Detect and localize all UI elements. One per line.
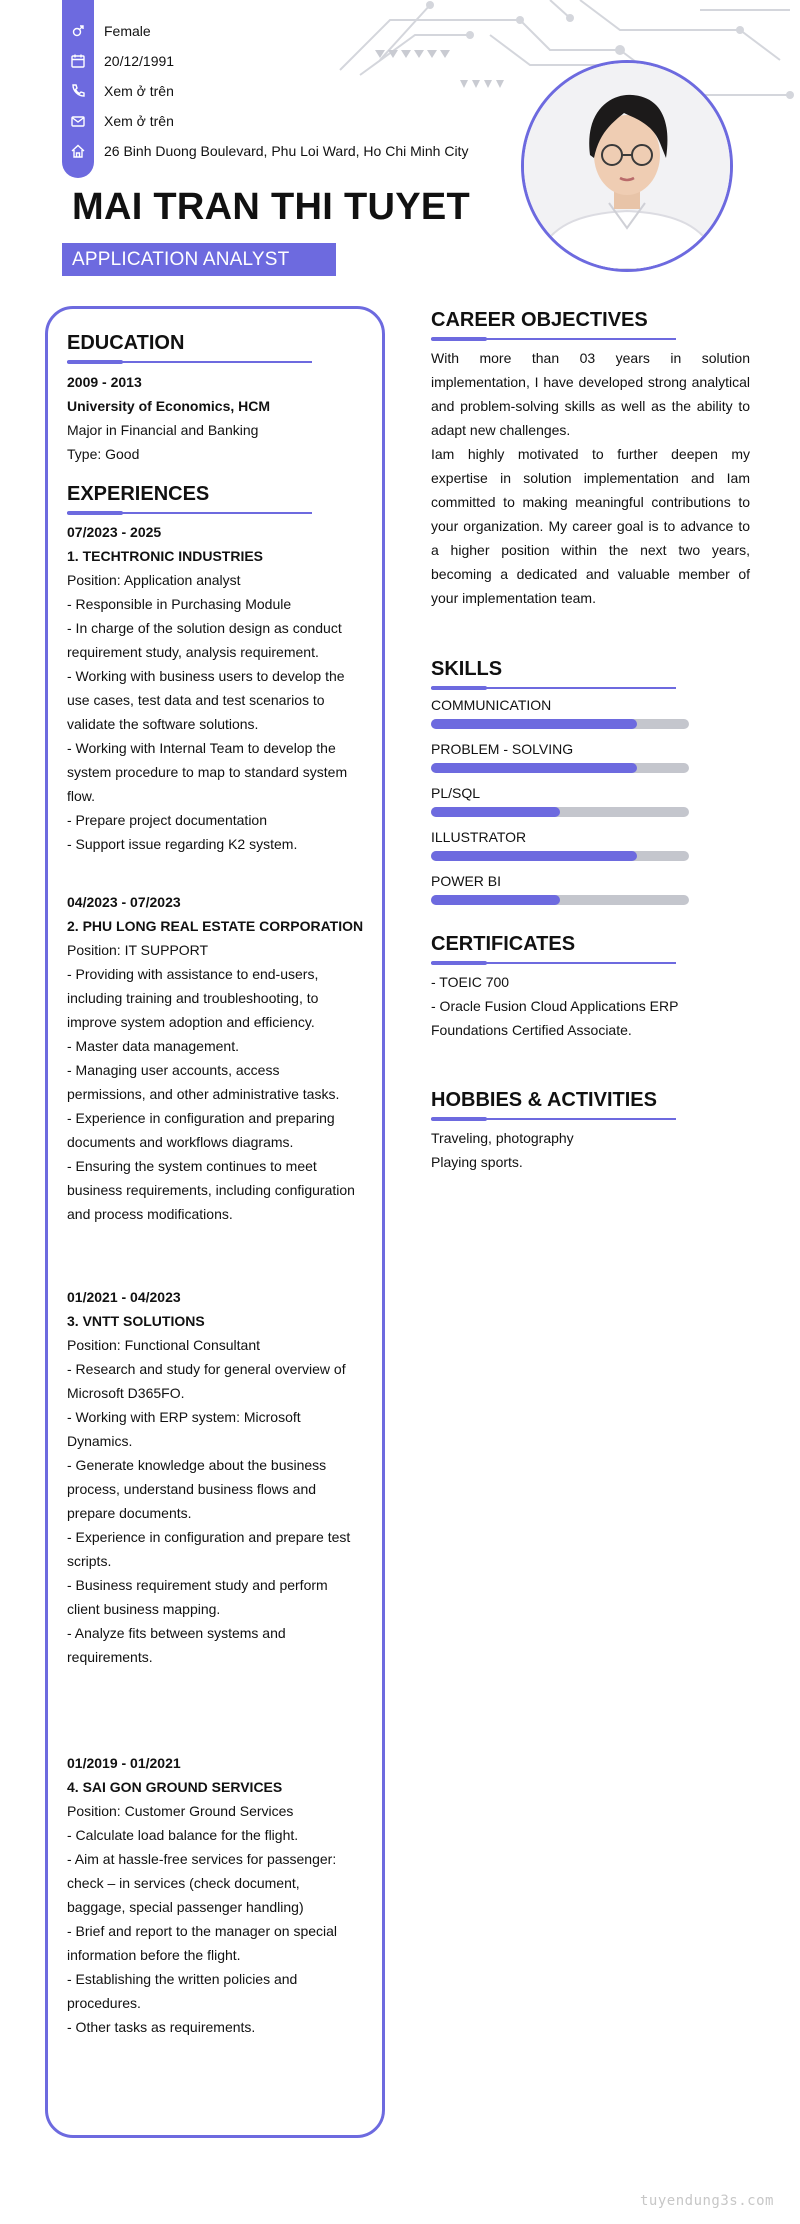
hobby-line: Playing sports. bbox=[431, 1154, 523, 1170]
experience-line: - Support issue regarding K2 system. bbox=[67, 836, 298, 852]
skill-bar-fill bbox=[431, 807, 560, 817]
experience-line: Microsoft D365FO. bbox=[67, 1385, 185, 1401]
experience-line: Dynamics. bbox=[67, 1433, 133, 1449]
experience-line: validate the software solutions. bbox=[67, 716, 259, 732]
skill-label: PL/SQL bbox=[431, 785, 481, 801]
experience-line: use cases, test data and test scenarios to bbox=[67, 692, 325, 708]
certificate-line: Foundations Certified Associate. bbox=[431, 1022, 632, 1038]
contact-email bbox=[62, 110, 174, 132]
experience-line: - Working with ERP system: Microsoft bbox=[67, 1409, 301, 1425]
experience-line: information before the flight. bbox=[67, 1947, 241, 1963]
experience-line: - Establishing the written policies and bbox=[67, 1971, 298, 1987]
certificates-list bbox=[431, 970, 678, 1042]
skill-bar-fill bbox=[431, 719, 637, 729]
watermark-text: tuyendung3s.com bbox=[640, 2193, 774, 2209]
portrait-illustration bbox=[524, 63, 730, 269]
phone-icon bbox=[62, 83, 94, 99]
skill-item bbox=[431, 829, 689, 861]
experience-line: - Working with Internal Team to develop the bbox=[67, 740, 336, 756]
experience-line: - Ensuring the system continues to meet bbox=[67, 1158, 317, 1174]
experience-line: client business mapping. bbox=[67, 1601, 221, 1617]
skill-bar-fill bbox=[431, 763, 637, 773]
hobby-line: Traveling, photography bbox=[431, 1130, 574, 1146]
experience-line: - Business requirement study and perform bbox=[67, 1577, 328, 1593]
experience-line: including training and troubleshooting, to bbox=[67, 990, 319, 1006]
phone-text: Xem ở trên bbox=[104, 83, 174, 99]
experience-period: 04/2023 - 07/2023 bbox=[67, 894, 181, 910]
experience-line: system procedure to map to standard system bbox=[67, 764, 348, 780]
experience-line: improve system adoption and efficiency. bbox=[67, 1014, 315, 1030]
experience-item bbox=[67, 520, 347, 856]
experience-line: - Experience in configuration and prepare test bbox=[67, 1529, 351, 1545]
skill-bar bbox=[431, 719, 689, 729]
experience-line: - Brief and report to the manager on special bbox=[67, 1923, 338, 1939]
experiences-heading: EXPERIENCES bbox=[67, 483, 210, 505]
skill-bar bbox=[431, 895, 689, 905]
experience-line: - In charge of the solution design as conduct bbox=[67, 620, 342, 636]
certificates-heading: CERTIFICATES bbox=[431, 933, 576, 955]
experience-line: baggage, special passenger handling) bbox=[67, 1899, 304, 1915]
skill-item bbox=[431, 697, 689, 729]
experience-line: permissions, and other administrative tasks. bbox=[67, 1086, 340, 1102]
gender-text: Female bbox=[104, 23, 151, 39]
hobbies-underline-accent bbox=[431, 1117, 487, 1121]
career-heading: CAREER OBJECTIVES bbox=[431, 309, 648, 331]
experience-period: 01/2019 - 01/2021 bbox=[67, 1755, 181, 1771]
skill-item bbox=[431, 785, 689, 817]
experience-company: 1. TECHTRONIC INDUSTRIES bbox=[67, 548, 264, 564]
experience-line: prepare documents. bbox=[67, 1505, 192, 1521]
experiences-underline-accent bbox=[67, 511, 123, 515]
contact-phone bbox=[62, 80, 174, 102]
education-period: 2009 - 2013 bbox=[67, 374, 142, 390]
experience-line: process, understand business flows and bbox=[67, 1481, 317, 1497]
experience-line: and process modifications. bbox=[67, 1206, 233, 1222]
experience-line: - Working with business users to develop the bbox=[67, 668, 345, 684]
experience-line: documents and workflows diagrams. bbox=[67, 1134, 294, 1150]
skill-item bbox=[431, 873, 689, 905]
skill-bar bbox=[431, 763, 689, 773]
education-major: Major in Financial and Banking bbox=[67, 422, 259, 438]
experience-line: - Managing user accounts, access bbox=[67, 1062, 280, 1078]
skill-bar-fill bbox=[431, 895, 560, 905]
experience-line: - Prepare project documentation bbox=[67, 812, 267, 828]
experience-line: check – in services (check document, bbox=[67, 1875, 300, 1891]
education-type: Type: Good bbox=[67, 446, 140, 462]
career-paragraph-2: Iam highly motivated to further deepen my expertise in solution implementation and Iam committed to making meaningful contributions to your organization. My career goal is to advance to a higher position within the next two years, becoming a dedicated and valuable member of your implementation team. bbox=[431, 446, 750, 606]
experience-line: scripts. bbox=[67, 1553, 112, 1569]
certificates-underline-accent bbox=[431, 961, 487, 965]
skill-label: ILLUSTRATOR bbox=[431, 829, 527, 845]
address-text: 26 Binh Duong Boulevard, Phu Loi Ward, Ho Chi Minh City bbox=[104, 143, 469, 159]
experience-line: - Responsible in Purchasing Module bbox=[67, 596, 292, 612]
contact-birthday bbox=[62, 50, 174, 72]
experience-company: 4. SAI GON GROUND SERVICES bbox=[67, 1779, 283, 1795]
email-text: Xem ở trên bbox=[104, 113, 174, 129]
experience-position: Position: IT SUPPORT bbox=[67, 942, 209, 958]
experience-line: - Generate knowledge about the business bbox=[67, 1457, 327, 1473]
skills-underline-accent bbox=[431, 686, 487, 690]
job-title: APPLICATION ANALYST bbox=[72, 249, 290, 270]
birthday-text: 20/12/1991 bbox=[104, 53, 175, 69]
certificate-line: - TOEIC 700 bbox=[431, 974, 510, 990]
education-heading: EDUCATION bbox=[67, 332, 185, 354]
profile-photo bbox=[521, 60, 733, 272]
experience-line: - Analyze fits between systems and bbox=[67, 1625, 286, 1641]
contact-gender bbox=[62, 20, 151, 42]
mail-icon bbox=[62, 113, 94, 129]
experience-line: - Providing with assistance to end-users, bbox=[67, 966, 319, 982]
experience-line: - Master data management. bbox=[67, 1038, 239, 1054]
experience-line: business requirements, including configuration bbox=[67, 1182, 355, 1198]
experience-company: 2. PHU LONG REAL ESTATE CORPORATION bbox=[67, 918, 364, 934]
skill-bar bbox=[431, 851, 689, 861]
career-paragraph-1: With more than 03 years in solution implementation, I have developed strong analytical and problem-solving skills as well as the ability to adapt new challenges. bbox=[431, 350, 750, 438]
home-icon bbox=[62, 143, 94, 159]
experience-line: - Research and study for general overview of bbox=[67, 1361, 346, 1377]
experience-line: - Aim at hassle-free services for passenger: bbox=[67, 1851, 337, 1867]
experience-item bbox=[67, 890, 363, 1226]
certificate-line: - Oracle Fusion Cloud Applications ERP bbox=[431, 998, 679, 1014]
skills-heading: SKILLS bbox=[431, 658, 503, 680]
experience-item bbox=[67, 1285, 350, 1669]
calendar-icon bbox=[62, 53, 94, 69]
contact-address bbox=[62, 140, 468, 162]
skill-item bbox=[431, 741, 689, 773]
skill-label: PROBLEM - SOLVING bbox=[431, 741, 574, 757]
gender-icon bbox=[62, 23, 94, 39]
experience-line: - Calculate load balance for the flight. bbox=[67, 1827, 299, 1843]
experience-line: requirement study, analysis requirement. bbox=[67, 644, 319, 660]
experience-line: flow. bbox=[67, 788, 96, 804]
experience-line: procedures. bbox=[67, 1995, 141, 2011]
career-underline-accent bbox=[431, 337, 487, 341]
experience-line: - Other tasks as requirements. bbox=[67, 2019, 256, 2035]
experience-period: 07/2023 - 2025 bbox=[67, 524, 162, 540]
experience-position: Position: Customer Ground Services bbox=[67, 1803, 294, 1819]
education-school: University of Economics, HCM bbox=[67, 398, 271, 414]
skill-label: POWER BI bbox=[431, 873, 502, 889]
skill-label: COMMUNICATION bbox=[431, 697, 552, 713]
education-underline-accent bbox=[67, 360, 123, 364]
experience-line: requirements. bbox=[67, 1649, 153, 1665]
experience-position: Position: Application analyst bbox=[67, 572, 241, 588]
candidate-name: MAI TRAN THI TUYET bbox=[72, 186, 471, 228]
experience-company: 3. VNTT SOLUTIONS bbox=[67, 1313, 205, 1329]
hobbies-heading: HOBBIES & ACTIVITIES bbox=[431, 1089, 657, 1111]
experience-period: 01/2021 - 04/2023 bbox=[67, 1289, 181, 1305]
skill-bar-fill bbox=[431, 851, 637, 861]
skill-bar bbox=[431, 807, 689, 817]
experience-position: Position: Functional Consultant bbox=[67, 1337, 260, 1353]
experience-item bbox=[67, 1751, 337, 2039]
experience-line: - Experience in configuration and preparing bbox=[67, 1110, 335, 1126]
hobbies-list bbox=[431, 1126, 574, 1174]
